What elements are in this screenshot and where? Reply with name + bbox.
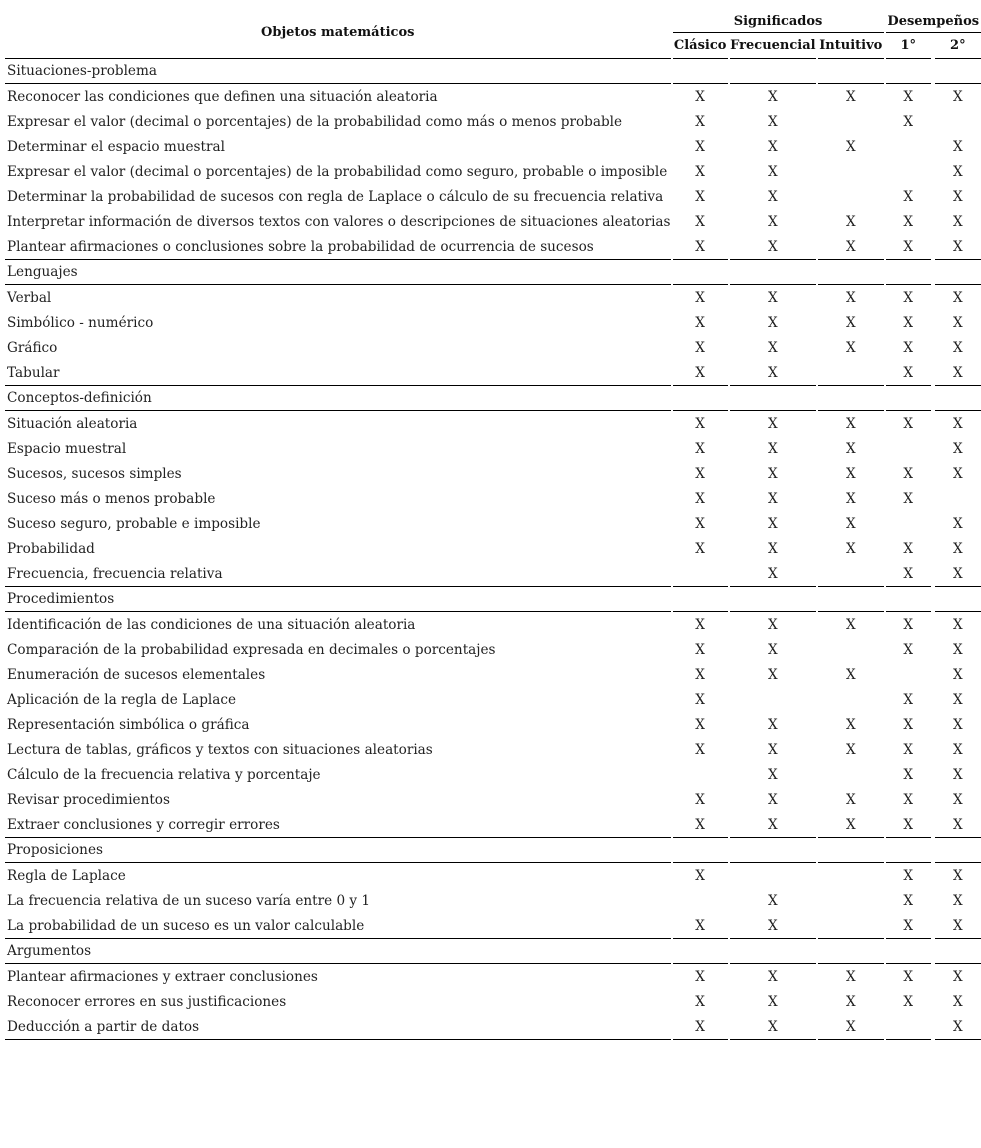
section-header-cell [673,59,728,84]
mark-cell: X [886,561,931,587]
row-label: Aplicación de la regla de Laplace [7,691,237,708]
mark-cell: X [903,490,914,507]
mark-cell [886,159,931,184]
mark-cell: X [768,766,778,783]
section-header-cell [935,260,981,285]
mark-cell [886,436,931,461]
row-label: Tabular [5,360,671,386]
mark-cell: X [903,339,914,356]
section-header-cell [673,939,728,964]
table-row [5,637,981,662]
row-label: Determinar la probabilidad de sucesos con regla de Laplace o cálculo de su frecuencia relativa [7,188,664,205]
mark-cell: X [695,88,705,105]
mark-cell: X [845,616,856,633]
table-row [5,335,981,360]
mark-cell [673,561,728,587]
mark-cell: X [952,766,963,783]
section-header-cell [886,59,931,84]
table-row [5,234,981,260]
objects-column-header: Objetos matemáticos [5,6,671,59]
mark-cell: X [730,561,816,587]
mark-cell: X [845,339,856,356]
table-row [5,687,981,712]
section-header-row [5,587,981,612]
table-row [5,84,981,109]
mark-cell: X [673,913,728,939]
row-label: Interpretar información de diversos textos con valores o descripciones de situaciones aleatorias [7,213,671,230]
mark-cell [935,109,981,134]
mark-cell: X [952,741,963,758]
mark-cell: X [952,465,963,482]
header-row-groups [5,6,981,33]
mark-cell: X [952,540,963,557]
row-label: Reconocer las condiciones que definen una situación aleatoria [7,88,438,105]
table-row [5,712,981,737]
mark-cell: X [673,360,728,386]
table-row [5,913,981,939]
mark-cell: X [952,616,963,633]
row-label: Gráfico [7,339,58,356]
section-header-row [5,59,981,84]
table-row [5,888,981,913]
mark-cell: X [903,968,914,985]
mark-cell: X [695,515,705,532]
column-header-intuitivo: Intuitivo [818,33,884,59]
mark-cell: X [768,138,778,155]
mark-cell [886,134,931,159]
mark-cell: X [903,616,914,633]
row-label: Situación aleatoria [7,415,138,432]
mark-cell: X [935,913,981,939]
mark-cell: X [845,88,856,105]
mark-cell: X [903,892,914,909]
mark-cell: X [845,490,856,507]
mark-cell: X [903,415,914,432]
mark-cell: X [768,540,778,557]
mark-cell: X [695,113,705,130]
mark-cell: X [935,812,981,838]
mark-cell: X [695,616,705,633]
section-header-cell [886,939,931,964]
row-label: Identificación de las condiciones de una situación aleatoria [7,616,416,633]
mark-cell [818,687,884,712]
table-row [5,787,981,812]
mark-cell: X [768,88,778,105]
mark-cell: X [903,766,914,783]
mark-cell: X [673,234,728,260]
mark-cell: X [903,213,914,230]
mark-cell: X [768,440,778,457]
mark-cell [818,913,884,939]
mark-cell: X [818,1014,884,1040]
mark-cell: X [695,289,705,306]
mark-cell: X [952,716,963,733]
mark-cell [730,687,816,712]
mark-cell: X [768,716,778,733]
mark-cell: X [952,666,963,683]
mark-cell: X [673,1014,728,1040]
mark-cell: X [935,360,981,386]
mark-cell: X [935,234,981,260]
mark-cell: X [903,691,914,708]
mark-cell: X [768,993,778,1010]
mark-cell: X [845,993,856,1010]
row-label: Sucesos, sucesos simples [7,465,182,482]
mark-cell: X [695,867,705,884]
mark-cell [818,888,884,913]
table-row [5,310,981,335]
mark-cell: X [952,691,963,708]
section-header-cell [818,939,884,964]
math-objects-table-wrapper [5,6,981,1040]
mark-cell [673,888,728,913]
mark-cell: X [695,968,705,985]
mark-cell: X [903,88,914,105]
mark-cell: X [730,913,816,939]
mark-cell: X [695,641,705,658]
mark-cell: X [695,741,705,758]
table-row [5,360,981,386]
mark-cell: X [695,314,705,331]
mark-cell: X [903,289,914,306]
mark-cell [818,561,884,587]
mark-cell: X [903,716,914,733]
row-label: Deducción a partir de datos [5,1014,671,1040]
table-row [5,109,981,134]
section-title: Argumentos [5,939,671,964]
mark-cell: X [768,314,778,331]
row-label: Suceso seguro, probable e imposible [7,515,261,532]
table-row [5,285,981,310]
section-header-cell [886,260,931,285]
mark-cell: X [952,440,963,457]
mark-cell: X [695,339,705,356]
mark-cell: X [695,188,705,205]
mark-cell: X [768,113,778,130]
table-row [5,436,981,461]
section-header-cell [730,260,816,285]
mark-cell: X [845,138,856,155]
mark-cell: X [695,666,705,683]
mark-cell: X [845,515,856,532]
row-label: Simbólico - numérico [7,314,154,331]
row-label: Frecuencia, frecuencia relativa [5,561,671,587]
table-row [5,863,981,888]
section-header-cell [730,587,816,612]
mark-cell: X [730,234,816,260]
section-header-cell [818,838,884,863]
mark-cell: X [695,163,705,180]
mark-cell: X [845,314,856,331]
mark-cell [818,637,884,662]
table-row [5,511,981,536]
mark-cell [730,863,816,888]
mark-cell: X [952,968,963,985]
mark-cell: X [952,515,963,532]
mark-cell: X [845,440,856,457]
mark-cell: X [952,641,963,658]
mark-cell: X [952,314,963,331]
mark-cell: X [818,234,884,260]
mark-cell: X [952,163,963,180]
mark-cell: X [845,415,856,432]
section-header-row [5,939,981,964]
mark-cell: X [935,1014,981,1040]
mark-cell: X [695,138,705,155]
section-header-cell [673,587,728,612]
mark-cell [673,762,728,787]
mark-cell: X [695,691,705,708]
mark-cell: X [768,289,778,306]
mark-cell: X [845,741,856,758]
mark-cell: X [952,339,963,356]
table-row [5,134,981,159]
performance-group-header: Desempeños [886,6,981,33]
mark-cell: X [845,968,856,985]
mark-cell: X [903,540,914,557]
table-row [5,612,981,637]
section-title: Situaciones-problema [5,59,671,84]
mark-cell: X [768,339,778,356]
section-header-cell [886,838,931,863]
mark-cell: X [845,791,856,808]
mark-cell: X [768,515,778,532]
column-header-desempeno-2: 2° [935,33,981,59]
mark-cell: X [673,812,728,838]
mark-cell: X [768,490,778,507]
section-header-row [5,260,981,285]
row-label: La probabilidad de un suceso es un valor calculable [5,913,671,939]
mark-cell [886,1014,931,1040]
row-label: Suceso más o menos probable [7,490,216,507]
mark-cell [935,486,981,511]
table-row [5,209,981,234]
row-label: Representación simbólica o gráfica [7,716,250,733]
mark-cell [886,662,931,687]
section-header-cell [730,386,816,411]
row-label: La frecuencia relativa de un suceso varía entre 0 y 1 [7,892,371,909]
section-header-cell [935,386,981,411]
mark-cell: X [695,490,705,507]
table-row [5,159,981,184]
mark-cell: X [730,812,816,838]
mark-cell: X [903,641,914,658]
mark-cell: X [768,968,778,985]
mark-cell [886,511,931,536]
row-label: Determinar el espacio muestral [7,138,225,155]
section-header-row [5,838,981,863]
mark-cell: X [768,892,778,909]
mark-cell: X [768,465,778,482]
row-label: Reconocer errores en sus justificaciones [7,993,287,1010]
row-label: Regla de Laplace [7,867,126,884]
section-title: Lenguajes [5,260,671,285]
row-label: Espacio muestral [7,440,127,457]
mark-cell: X [768,641,778,658]
section-header-cell [818,587,884,612]
mark-cell: X [768,741,778,758]
table-row [5,184,981,209]
mark-cell: X [695,993,705,1010]
mark-cell: X [845,540,856,557]
mark-cell: X [845,213,856,230]
table-row [5,737,981,762]
mark-cell: X [952,213,963,230]
mark-cell: X [903,741,914,758]
section-header-cell [818,59,884,84]
table-row [5,812,981,838]
mark-cell [818,159,884,184]
row-label: Expresar el valor (decimal o porcentajes) de la probabilidad como seguro, probable o imposible [7,163,668,180]
mark-cell [818,863,884,888]
mark-cell: X [952,791,963,808]
section-header-cell [673,838,728,863]
table-row [5,762,981,787]
row-label: Lectura de tablas, gráficos y textos con situaciones aleatorias [7,741,433,758]
row-label: Extraer conclusiones y corregir errores [5,812,671,838]
mark-cell [818,184,884,209]
mark-cell: X [903,465,914,482]
mark-cell: X [952,892,963,909]
mark-cell: X [695,465,705,482]
row-label: Plantear afirmaciones o conclusiones sobre la probabilidad de ocurrencia de sucesos [5,234,671,260]
mark-cell: X [952,289,963,306]
mark-cell: X [768,791,778,808]
section-header-cell [818,260,884,285]
mark-cell: X [818,812,884,838]
mark-cell: X [952,415,963,432]
section-header-cell [935,838,981,863]
column-header-clasico: Clásico [673,33,728,59]
mark-cell: X [768,213,778,230]
section-header-cell [730,939,816,964]
mark-cell: X [695,415,705,432]
table-row [5,536,981,561]
mark-cell: X [768,666,778,683]
table-row [5,461,981,486]
section-header-cell [886,587,931,612]
row-label: Plantear afirmaciones y extraer conclusiones [7,968,318,985]
row-label: Revisar procedimientos [7,791,170,808]
mark-cell [818,360,884,386]
section-header-row [5,386,981,411]
math-objects-table [5,6,981,1040]
row-label: Verbal [7,289,52,306]
section-header-cell [935,59,981,84]
mark-cell: X [886,812,931,838]
mark-cell: X [695,540,705,557]
mark-cell [818,762,884,787]
section-header-cell [818,386,884,411]
mark-cell: X [845,289,856,306]
mark-cell: X [768,616,778,633]
mark-cell: X [903,113,914,130]
section-title: Procedimientos [5,587,671,612]
table-row [5,411,981,436]
mark-cell: X [730,1014,816,1040]
table-row [5,486,981,511]
mark-cell: X [695,213,705,230]
section-title: Conceptos-definición [5,386,671,411]
section-header-cell [730,59,816,84]
mark-cell: X [886,913,931,939]
row-label: Enumeración de sucesos elementales [7,666,266,683]
table-body [5,59,981,1040]
row-label: Cálculo de la frecuencia relativa y porcentaje [7,766,321,783]
mark-cell: X [952,188,963,205]
mark-cell: X [903,314,914,331]
mark-cell: X [903,993,914,1010]
mark-cell: X [768,415,778,432]
mark-cell: X [845,666,856,683]
mark-cell: X [886,360,931,386]
mark-cell: X [695,440,705,457]
row-label: Expresar el valor (decimal o porcentajes) de la probabilidad como más o menos probable [7,113,623,130]
row-label: Probabilidad [7,540,95,557]
section-header-cell [673,386,728,411]
column-header-frecuencial: Frecuencial [730,33,816,59]
mark-cell: X [845,716,856,733]
meanings-group-header: Significados [673,6,884,33]
table-row [5,1014,981,1040]
mark-cell: X [886,234,931,260]
section-header-cell [730,838,816,863]
section-header-cell [673,260,728,285]
table-row [5,662,981,687]
mark-cell: X [903,188,914,205]
mark-cell: X [768,163,778,180]
mark-cell: X [903,867,914,884]
column-header-desempeno-1: 1° [886,33,931,59]
table-row [5,964,981,989]
section-title: Proposiciones [5,838,671,863]
mark-cell: X [695,791,705,808]
row-label: Comparación de la probabilidad expresada en decimales o porcentajes [7,641,496,658]
mark-cell: X [903,791,914,808]
section-header-cell [935,587,981,612]
mark-cell: X [730,360,816,386]
section-header-cell [935,939,981,964]
mark-cell [818,109,884,134]
mark-cell: X [845,465,856,482]
mark-cell: X [952,867,963,884]
section-header-cell [886,386,931,411]
mark-cell: X [952,138,963,155]
mark-cell: X [695,716,705,733]
table-row [5,561,981,587]
table-row [5,989,981,1014]
mark-cell: X [935,561,981,587]
mark-cell: X [768,188,778,205]
mark-cell: X [952,88,963,105]
mark-cell: X [952,993,963,1010]
